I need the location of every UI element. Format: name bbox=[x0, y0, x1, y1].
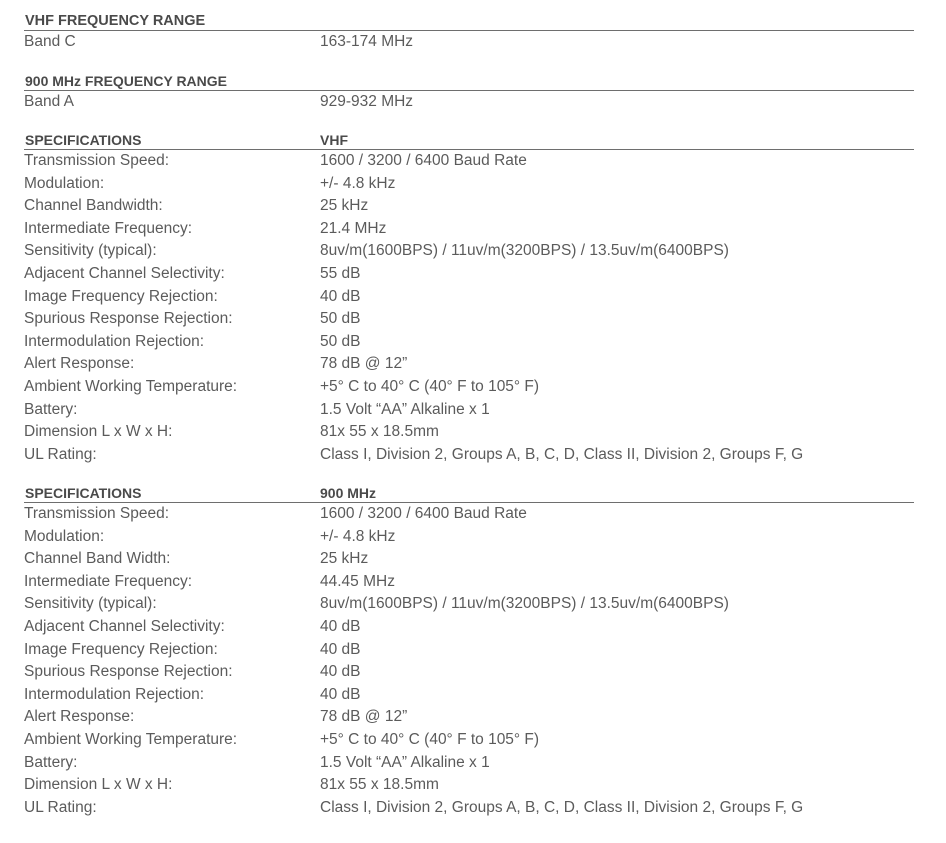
900mhz-frequency-range-section bbox=[24, 70, 914, 114]
spec-value: 78 dB @ 12” bbox=[320, 355, 408, 373]
spec-row bbox=[24, 376, 914, 399]
spec-row bbox=[24, 616, 914, 639]
spec-label: Band C bbox=[24, 33, 76, 50]
spec-row bbox=[24, 548, 914, 571]
spec-label: Ambient Working Temperature: bbox=[24, 730, 238, 748]
spec-value: 21.4 MHz bbox=[320, 219, 387, 237]
spec-row bbox=[24, 752, 914, 775]
spec-label: Sensitivity (typical): bbox=[24, 595, 157, 613]
spec-value: 8uv/m(1600BPS) / 11uv/m(3200BPS) / 13.5uv/m(6400BPS) bbox=[320, 595, 729, 613]
section-column-title: 900 MHz bbox=[320, 485, 377, 501]
spec-value: 1600 / 3200 / 6400 Baud Rate bbox=[320, 505, 527, 522]
section-title: 900 MHz FREQUENCY RANGE bbox=[25, 73, 228, 89]
spec-value: +5° C to 40° C (40° F to 105° F) bbox=[320, 377, 540, 395]
specifications-vhf-section bbox=[24, 129, 914, 466]
spec-label: Sensitivity (typical): bbox=[24, 242, 157, 260]
spec-list bbox=[24, 150, 914, 466]
spec-label: Channel Band Width: bbox=[24, 550, 171, 568]
spec-label: Alert Response: bbox=[24, 355, 135, 373]
spec-row bbox=[24, 729, 914, 752]
spec-value: 163-174 MHz bbox=[320, 33, 414, 50]
specifications-900mhz-section bbox=[24, 482, 914, 819]
spec-label: Intermediate Frequency: bbox=[24, 219, 193, 237]
spec-row bbox=[24, 593, 914, 616]
section-header bbox=[24, 129, 914, 150]
spec-row bbox=[24, 684, 914, 707]
spec-row bbox=[24, 526, 914, 549]
section-title: SPECIFICATIONS bbox=[25, 485, 142, 501]
spec-row bbox=[24, 195, 914, 218]
spec-value: 81x 55 x 18.5mm bbox=[320, 423, 439, 441]
spec-value: Class I, Division 2, Groups A, B, C, D, Class II, Division 2, Groups F, G bbox=[320, 798, 804, 816]
spec-row bbox=[24, 31, 914, 54]
spec-value: 50 dB bbox=[320, 310, 361, 328]
spec-list bbox=[24, 503, 914, 819]
spec-row bbox=[24, 774, 914, 797]
spec-row bbox=[24, 706, 914, 729]
spec-label: Adjacent Channel Selectivity: bbox=[24, 617, 225, 635]
spec-label: Modulation: bbox=[24, 174, 105, 192]
spec-value: 25 kHz bbox=[320, 550, 369, 568]
spec-label: Intermodulation Rejection: bbox=[24, 685, 205, 703]
spec-row bbox=[24, 399, 914, 422]
spec-value: 25 kHz bbox=[320, 197, 369, 215]
spec-label: Ambient Working Temperature: bbox=[24, 377, 238, 395]
section-column-title: VHF bbox=[320, 132, 348, 148]
spec-label: Dimension L x W x H: bbox=[24, 776, 173, 794]
spec-row bbox=[24, 173, 914, 196]
vhf-frequency-range-section bbox=[24, 10, 914, 54]
spec-value: 81x 55 x 18.5mm bbox=[320, 776, 439, 794]
section-header bbox=[24, 482, 914, 503]
spec-value: +5° C to 40° C (40° F to 105° F) bbox=[320, 730, 540, 748]
spec-value: 44.45 MHz bbox=[320, 572, 395, 590]
spec-value: 1.5 Volt “AA” Alkaline x 1 bbox=[320, 400, 490, 418]
spec-row bbox=[24, 444, 914, 467]
spec-value: 8uv/m(1600BPS) / 11uv/m(3200BPS) / 13.5uv/m(6400BPS) bbox=[320, 242, 729, 260]
spec-label: Transmission Speed: bbox=[24, 505, 170, 522]
section-header bbox=[24, 70, 914, 91]
spec-label: UL Rating: bbox=[24, 445, 97, 463]
spec-row bbox=[24, 503, 914, 526]
spec-value: 40 dB bbox=[320, 617, 361, 635]
spec-row bbox=[24, 331, 914, 354]
spec-label: Channel Bandwidth: bbox=[24, 197, 163, 215]
spec-label: Intermediate Frequency: bbox=[24, 572, 193, 590]
spec-value: 50 dB bbox=[320, 332, 361, 350]
spec-value: 40 dB bbox=[320, 685, 361, 703]
spec-value: 78 dB @ 12” bbox=[320, 708, 408, 726]
spec-row bbox=[24, 218, 914, 241]
spec-value: Class I, Division 2, Groups A, B, C, D, Class II, Division 2, Groups F, G bbox=[320, 445, 804, 463]
spec-value: 1600 / 3200 / 6400 Baud Rate bbox=[320, 152, 527, 169]
spec-label: Intermodulation Rejection: bbox=[24, 332, 205, 350]
section-header bbox=[24, 10, 914, 31]
spec-row bbox=[24, 571, 914, 594]
section-title: VHF FREQUENCY RANGE bbox=[25, 13, 206, 29]
spec-value: +/- 4.8 kHz bbox=[320, 174, 396, 192]
spec-value: +/- 4.8 kHz bbox=[320, 527, 396, 545]
spec-row bbox=[24, 286, 914, 309]
spec-row bbox=[24, 240, 914, 263]
spec-value: 40 dB bbox=[320, 663, 361, 681]
section-title: SPECIFICATIONS bbox=[25, 132, 142, 148]
spec-row bbox=[24, 91, 914, 114]
spec-label: Battery: bbox=[24, 400, 78, 418]
spec-value: 1.5 Volt “AA” Alkaline x 1 bbox=[320, 753, 490, 771]
spec-label: Spurious Response Rejection: bbox=[24, 310, 233, 328]
spec-label: Band A bbox=[24, 93, 74, 110]
spec-value: 55 dB bbox=[320, 264, 361, 282]
spec-label: UL Rating: bbox=[24, 798, 97, 816]
spec-row bbox=[24, 150, 914, 173]
spec-row bbox=[24, 421, 914, 444]
spec-label: Spurious Response Rejection: bbox=[24, 663, 233, 681]
spec-label: Alert Response: bbox=[24, 708, 135, 726]
spec-row bbox=[24, 797, 914, 820]
spec-row bbox=[24, 661, 914, 684]
spec-label: Transmission Speed: bbox=[24, 152, 170, 169]
spec-row bbox=[24, 263, 914, 286]
spec-row bbox=[24, 308, 914, 331]
spec-label: Adjacent Channel Selectivity: bbox=[24, 264, 225, 282]
spec-label: Dimension L x W x H: bbox=[24, 423, 173, 441]
spec-value: 40 dB bbox=[320, 640, 361, 658]
spec-row bbox=[24, 353, 914, 376]
spec-row bbox=[24, 639, 914, 662]
spec-label: Image Frequency Rejection: bbox=[24, 287, 218, 305]
spec-value: 929-932 MHz bbox=[320, 93, 414, 110]
spec-label: Modulation: bbox=[24, 527, 105, 545]
spec-value: 40 dB bbox=[320, 287, 361, 305]
spec-label: Battery: bbox=[24, 753, 78, 771]
spec-label: Image Frequency Rejection: bbox=[24, 640, 218, 658]
